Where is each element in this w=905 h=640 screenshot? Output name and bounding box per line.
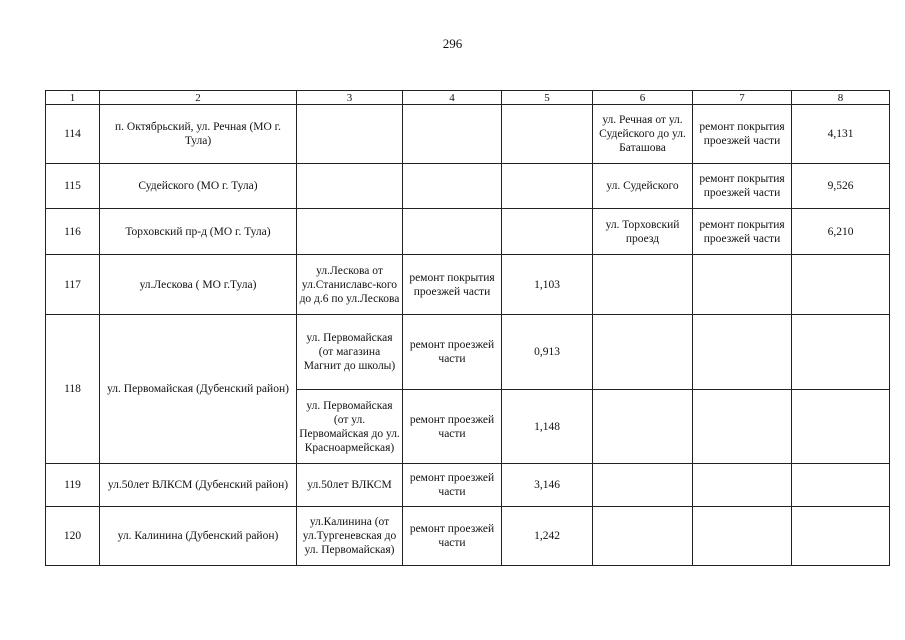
cell-col3 [297,164,403,209]
cell-col6: ул. Речная от ул. Судейского до ул. Баташова [593,105,693,164]
row-number: 117 [46,255,100,315]
column-header: 5 [502,91,593,105]
cell-col4: ремонт проезжей части [403,315,502,390]
cell-col7 [693,464,792,507]
cell-col4: ремонт проезжей части [403,507,502,566]
table-row [46,164,890,209]
row-number: 119 [46,464,100,507]
table-row [46,315,890,390]
column-header: 7 [693,91,792,105]
road-name: Судейского (МО г. Тула) [100,164,297,209]
table-row [46,209,890,255]
cell-col7: ремонт покрытия проезжей части [693,105,792,164]
cell-col3: ул.Калинина (от ул.Тургеневская до ул. Первомайская) [297,507,403,566]
cell-col6 [593,255,693,315]
road-name: ул.Лескова ( МО г.Тула) [100,255,297,315]
cell-col8: 4,131 [792,105,890,164]
cell-col8 [792,315,890,390]
table-row [46,507,890,566]
row-number: 120 [46,507,100,566]
cell-col3: ул. Первомайская (от ул. Первомайская до ул. Красноармейская) [297,390,403,464]
cell-col6 [593,315,693,390]
cell-col5: 3,146 [502,464,593,507]
table-row [46,255,890,315]
cell-col8: 6,210 [792,209,890,255]
cell-col7 [693,507,792,566]
page-number: 296 [442,36,463,51]
cell-col4 [403,209,502,255]
cell-col8 [792,390,890,464]
cell-col6 [593,507,693,566]
column-header: 3 [297,91,403,105]
cell-col3: ул. Первомайская (от магазина Магнит до школы) [297,315,403,390]
cell-col7 [693,315,792,390]
cell-col7 [693,390,792,464]
cell-col7 [693,255,792,315]
column-header: 8 [792,91,890,105]
cell-col7: ремонт покрытия проезжей части [693,209,792,255]
cell-col5: 0,913 [502,315,593,390]
cell-col6: ул. Торховский проезд [593,209,693,255]
row-number: 115 [46,164,100,209]
cell-col5 [502,209,593,255]
column-header: 6 [593,91,693,105]
cell-col4: ремонт проезжей части [403,464,502,507]
table-header-row [46,91,890,105]
column-header: 1 [46,91,100,105]
table-row [46,105,890,164]
cell-col5 [502,105,593,164]
table-row [46,464,890,507]
road-name: ул.50лет ВЛКСМ (Дубенский район) [100,464,297,507]
cell-col6 [593,464,693,507]
roads-table [45,90,890,566]
cell-col4: ремонт проезжей части [403,390,502,464]
cell-col7: ремонт покрытия проезжей части [693,164,792,209]
row-number: 116 [46,209,100,255]
column-header: 2 [100,91,297,105]
cell-col5: 1,103 [502,255,593,315]
cell-col5: 1,242 [502,507,593,566]
road-name: п. Октябрьский, ул. Речная (МО г. Тула) [100,105,297,164]
cell-col5 [502,164,593,209]
cell-col8 [792,255,890,315]
cell-col4 [403,164,502,209]
column-header: 4 [403,91,502,105]
road-name: Торховский пр-д (МО г. Тула) [100,209,297,255]
road-name: ул. Первомайская (Дубенский район) [100,315,297,464]
cell-col8 [792,464,890,507]
cell-col5: 1,148 [502,390,593,464]
cell-col4: ремонт покрытия проезжей части [403,255,502,315]
road-name: ул. Калинина (Дубенский район) [100,507,297,566]
cell-col6: ул. Судейского [593,164,693,209]
row-number: 114 [46,105,100,164]
cell-col3 [297,105,403,164]
cell-col8 [792,507,890,566]
cell-col3 [297,209,403,255]
cell-col8: 9,526 [792,164,890,209]
cell-col3: ул.Лескова от ул.Станиславс-кого до д.6 по ул.Лескова [297,255,403,315]
cell-col6 [593,390,693,464]
cell-col4 [403,105,502,164]
row-number: 118 [46,315,100,464]
cell-col3: ул.50лет ВЛКСМ [297,464,403,507]
